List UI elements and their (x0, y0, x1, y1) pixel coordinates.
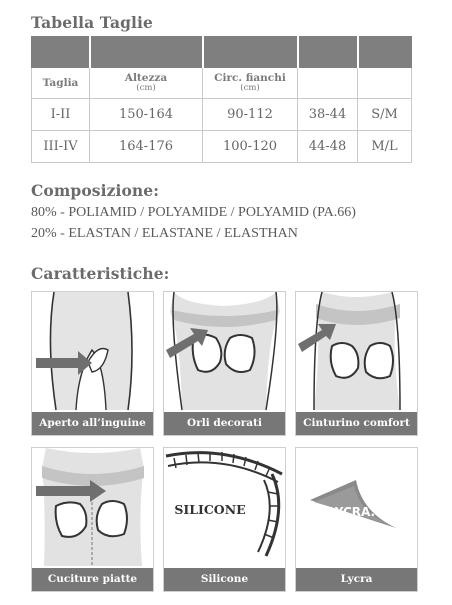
features-title: Caratteristiche: (31, 264, 170, 283)
decorated-hems-icon (164, 292, 285, 410)
feature-tile-open-crotch (31, 291, 154, 436)
header-height: Altezza (cm) (90, 68, 203, 99)
header-size: Taglia (32, 68, 90, 99)
comfort-waistband-icon (296, 292, 417, 410)
table-header-band (32, 37, 412, 68)
feature-caption: Cuciture piatte (32, 568, 153, 591)
header-empty (358, 68, 412, 99)
cell-int-size: S/M (358, 99, 412, 131)
feature-caption: Orli decorati (164, 412, 285, 435)
feature-caption: Cinturino comfort (296, 412, 417, 435)
cell-eu-size: 44-48 (298, 131, 358, 163)
cell-hips: 100-120 (203, 131, 298, 163)
table-row (32, 99, 412, 131)
feature-caption: Aperto all’inguine (32, 412, 153, 435)
feature-caption: Silicone (164, 568, 285, 591)
feature-tile-silicone (163, 447, 286, 592)
composition-line: 20% - ELASTAN / ELASTANE / ELASTHAN (31, 226, 298, 241)
feature-tile-lycra (295, 447, 418, 592)
cell-height: 150-164 (90, 99, 203, 131)
lycra-art-label: LYCRA. (328, 505, 376, 519)
composition-title: Composizione: (31, 181, 160, 200)
cell-size: III-IV (32, 131, 90, 163)
table-header-row (32, 68, 412, 99)
size-table (31, 36, 412, 163)
size-table-title: Tabella Taglie (31, 13, 153, 32)
header-empty (298, 68, 358, 99)
cell-int-size: M/L (358, 131, 412, 163)
feature-caption: Lycra (296, 568, 417, 591)
lycra-logo-icon (296, 448, 417, 566)
silicone-art-label: SILICONE (174, 502, 246, 517)
composition-line: 80% - POLIAMID / POLYAMIDE / POLYAMID (PA.66) (31, 205, 356, 220)
feature-tile-flat-seams (31, 447, 154, 592)
cell-hips: 90-112 (203, 99, 298, 131)
header-hips: Circ. fianchi (cm) (203, 68, 298, 99)
feature-tile-comfort-waistband (295, 291, 418, 436)
header-hips-unit: (cm) (240, 83, 260, 93)
cell-height: 164-176 (90, 131, 203, 163)
flat-seams-icon (32, 448, 153, 566)
open-crotch-icon (32, 292, 153, 410)
cell-eu-size: 38-44 (298, 99, 358, 131)
silicone-band-icon (164, 448, 285, 566)
table-row (32, 131, 412, 163)
cell-size: I-II (32, 99, 90, 131)
feature-tile-decorated-hems (163, 291, 286, 436)
header-height-unit: (cm) (136, 83, 156, 93)
